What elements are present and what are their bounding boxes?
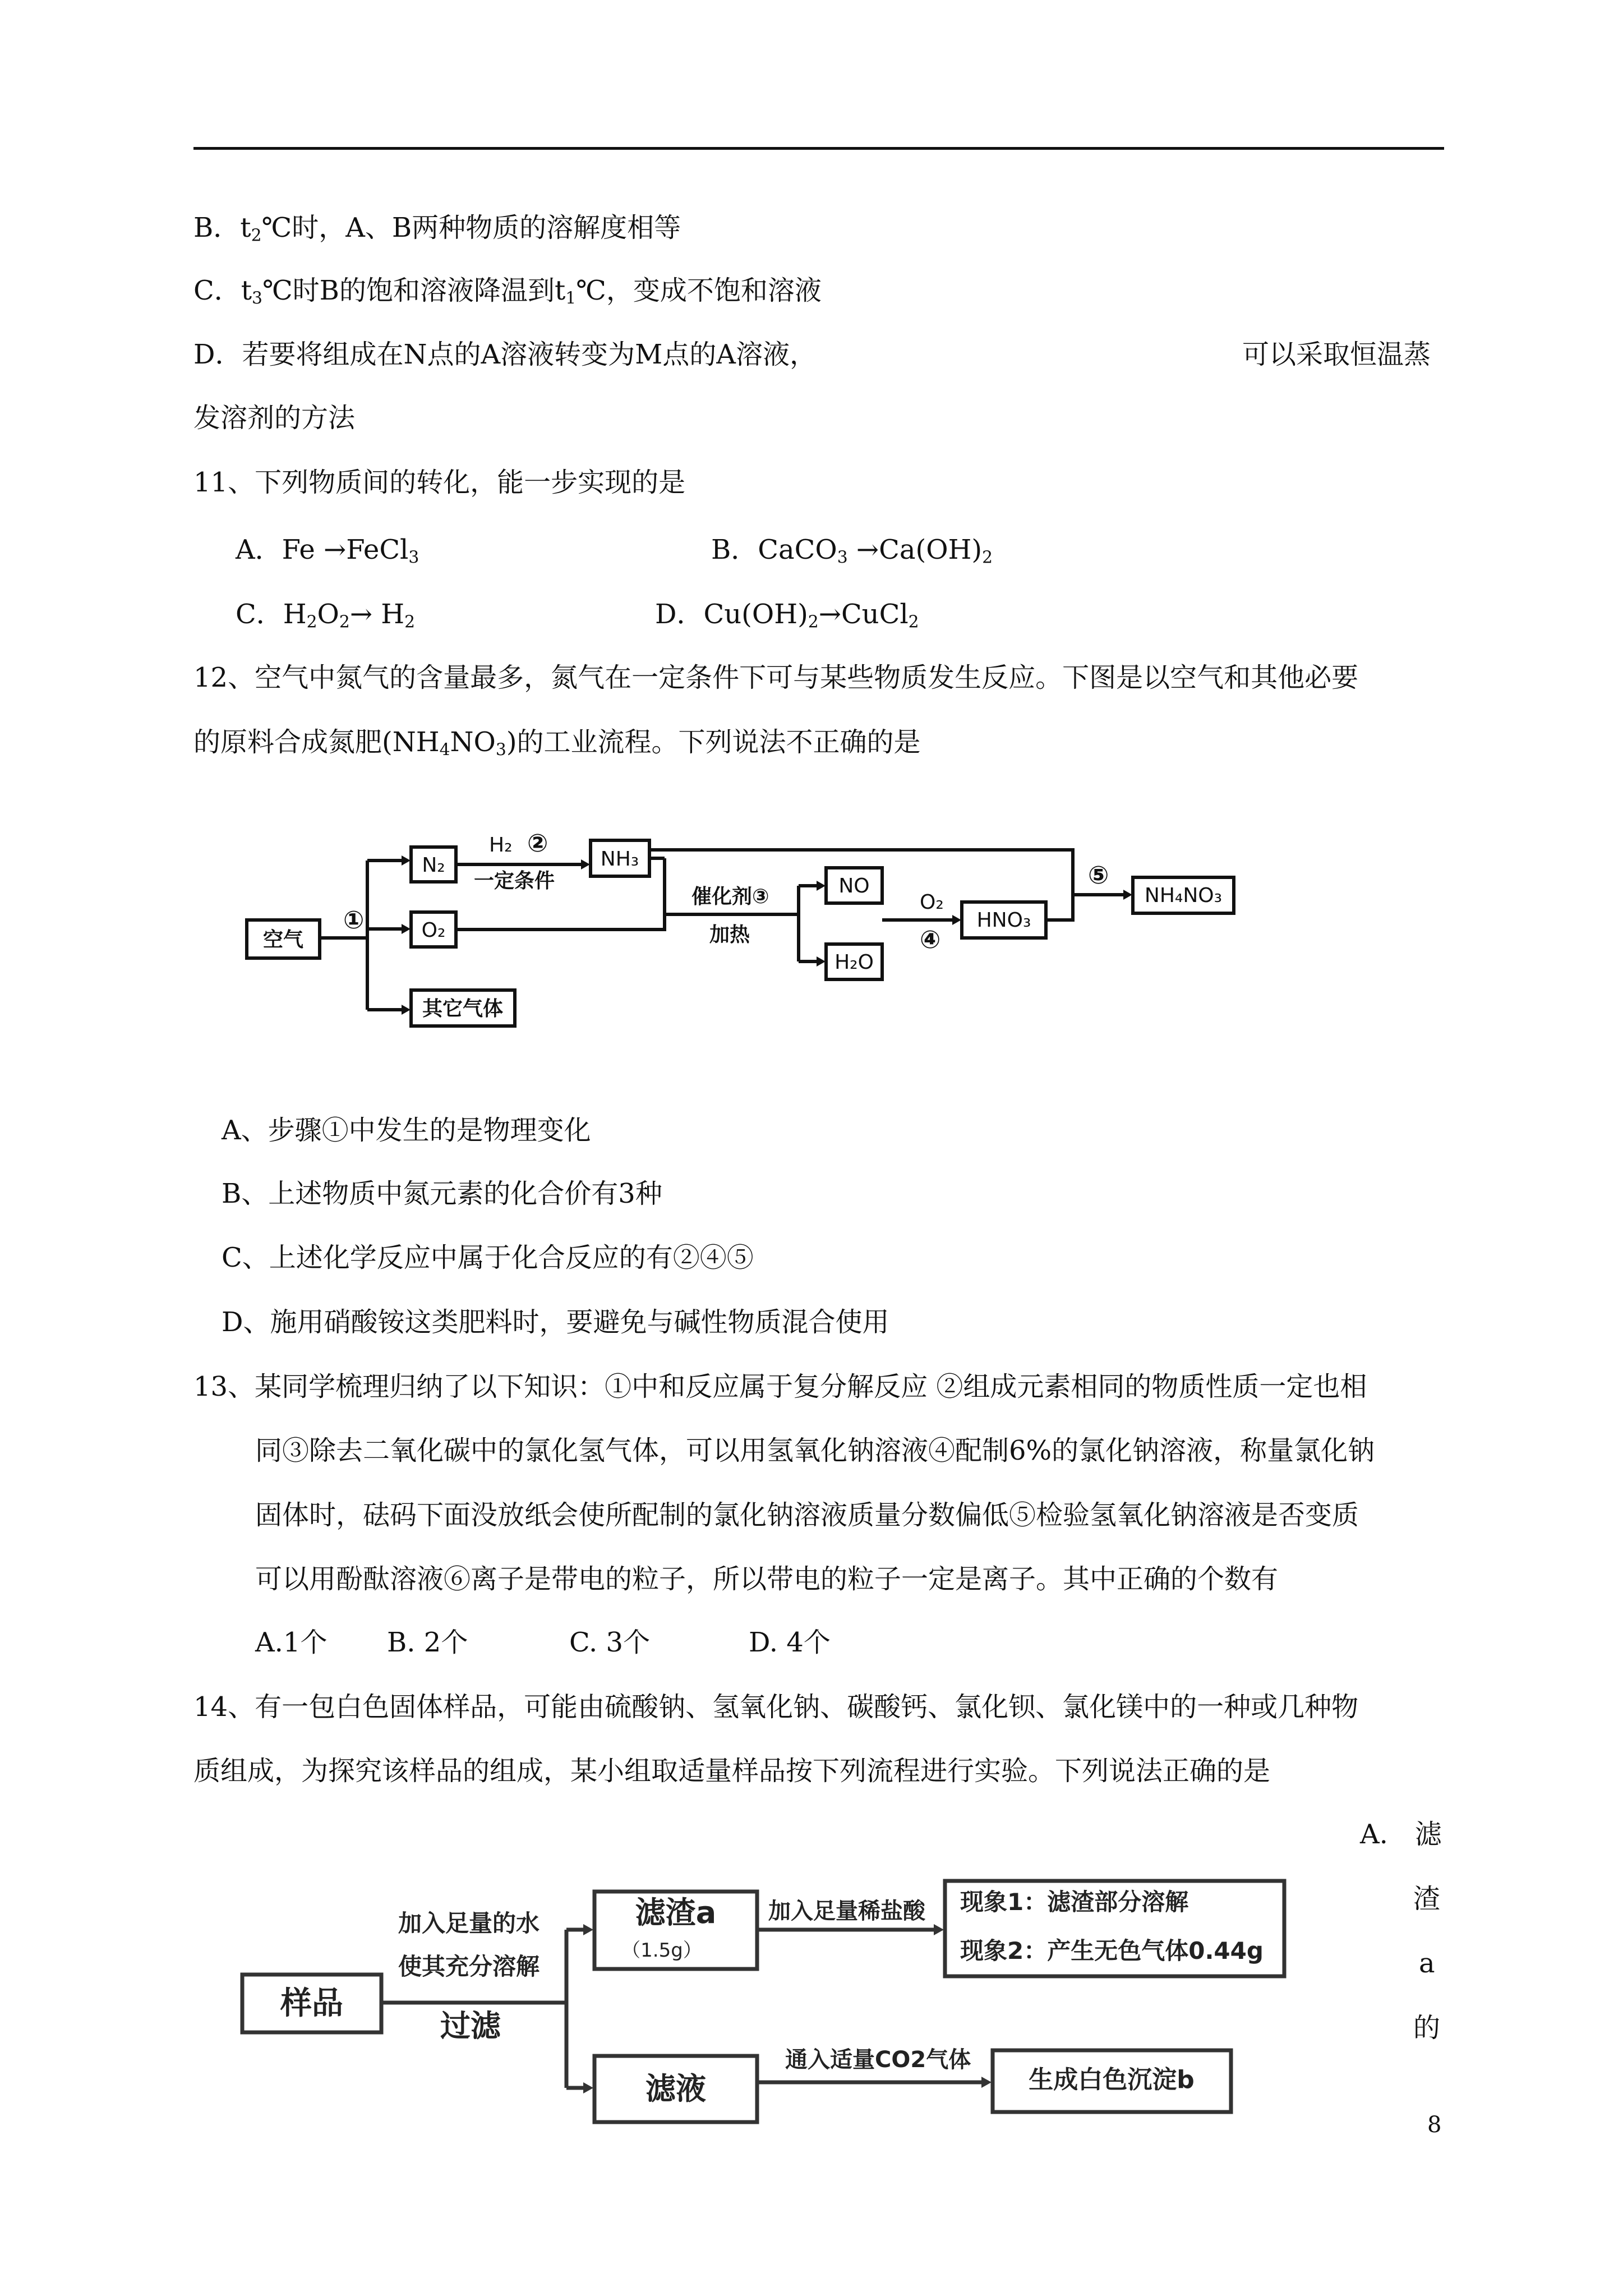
flow-residue-label: 滤渣a — [635, 1895, 717, 1930]
flow-h2-label: H₂ — [489, 834, 513, 857]
q12-option-a: A、步骤①中发生的是物理变化 — [222, 1115, 591, 1146]
flow-phenomenon-2: 现象2：产生无色气体0.44g — [960, 1937, 1264, 1964]
flow-catalyst-label: 催化剂③ — [691, 885, 769, 908]
flow-hno3-label: HNO₃ — [976, 909, 1031, 932]
flow-step5: ⑤ — [1088, 861, 1109, 890]
q14-side-text-4: 的 — [1413, 2012, 1441, 2044]
flow-nh4no3-label: NH₄NO₃ — [1144, 884, 1223, 907]
q10-option-c: C．$t_3℃$时B的饱和溶液降温到$t_1℃$，变成不饱和溶液 — [193, 275, 822, 309]
flow-add-co2: 通入适量CO2气体 — [785, 2047, 971, 2073]
q11-option-d: D．$Cu(OH)_2\to CuCl_2$ — [655, 599, 919, 632]
q12-stem-line1: 12、空气中氮气的含量最多，氮气在一定条件下可与某些物质发生反应。下图是以空气和其他必要 — [193, 662, 1359, 693]
flow-heat-label: 加热 — [709, 923, 750, 946]
q11-option-b: B．CaCO$_3$ $\to Ca(OH)_2$ — [711, 534, 993, 568]
q14-side-text-1: A. 滤 — [1360, 1819, 1442, 1850]
flow-o2-label: O₂ — [421, 919, 446, 942]
q12-option-c: C、上述化学反应中属于化合反应的有②④⑤ — [222, 1242, 754, 1273]
q13-option-d: D. 4个 — [749, 1627, 831, 1658]
q13-stem-line2: 同③除去二氧化碳中的氯化氢气体，可以用氢氧化钠溶液④配制6%的氯化钠溶液，称量氯化钠 — [255, 1435, 1375, 1466]
flow-filtrate-label: 滤液 — [645, 2071, 706, 2106]
q12-stem-line2: 的原料合成氮肥$(NH_4NO_3)$的工业流程。下列说法不正确的是 — [193, 726, 921, 760]
q10-option-b: B．$t_2℃$时，A、B两种物质的溶解度相等 — [193, 212, 681, 246]
q12-option-d: D、施用硝酸铵这类肥料时，要避免与碱性物质混合使用 — [222, 1306, 889, 1338]
flow-step1: ① — [343, 906, 365, 935]
flow-filter: 过滤 — [440, 2008, 501, 2044]
flow-n2-label: N₂ — [422, 854, 445, 877]
flow-air-label: 空气 — [262, 928, 304, 951]
q10-option-d-cont: 发溶剂的方法 — [193, 402, 356, 434]
q13-stem-line3: 固体时，砝码下面没放纸会使所配制的氯化钠溶液质量分数偏低⑤检验氢氧化钠溶液是否变质 — [255, 1499, 1359, 1531]
flow-sample-label: 样品 — [280, 1985, 343, 2022]
flow-residue-mass: （1.5g） — [621, 1939, 702, 1962]
flow-phenomenon-1: 现象1：滤渣部分溶解 — [960, 1888, 1189, 1916]
flow-condition-label: 一定条件 — [474, 869, 555, 892]
flow-o2b-label: O₂ — [920, 891, 944, 914]
q11-stem: 11、下列物质间的转化，能一步实现的是 — [193, 467, 686, 498]
flow-step4: ④ — [920, 926, 941, 954]
q11-option-c: C．$H_2O_2\to H_2$ — [236, 599, 416, 632]
q13-stem-line4: 可以用酚酞溶液⑥离子是带电的粒子，所以带电的粒子一定是离子。其中正确的个数有 — [255, 1563, 1279, 1595]
q13-option-b: B. 2个 — [387, 1627, 468, 1658]
page-number: 8 — [1427, 2112, 1442, 2138]
flow-other-label: 其它气体 — [422, 997, 504, 1020]
q10-option-d: D．若要将组成在N点的A溶液转变为M点的A溶液， — [193, 339, 817, 370]
flow-h2o-label: H₂O — [834, 951, 874, 974]
q14-side-text-3: a — [1419, 1948, 1435, 1979]
q13-option-a: A.1个 — [255, 1627, 328, 1658]
flow-add-hcl: 加入足量稀盐酸 — [768, 1898, 925, 1924]
flow-white-precipitate: 生成白色沉淀b — [1029, 2065, 1195, 2094]
q13-stem-line1: 13、某同学梳理归纳了以下知识：①中和反应属于复分解反应 ②组成元素相同的物质性质一定也相 — [193, 1371, 1367, 1402]
q14-side-text-2: 渣 — [1413, 1883, 1441, 1915]
flow-add-water: 加入足量的水 — [398, 1910, 540, 1937]
q14-stem-line2: 质组成，为探究该样品的组成，某小组取适量样品按下列流程进行实验。下列说法正确的是 — [193, 1755, 1271, 1787]
q14-stem-line1: 14、有一包白色固体样品，可能由硫酸钠、氢氧化钠、碳酸钙、氯化钡、氯化镁中的一种或几种物 — [193, 1691, 1359, 1723]
q13-option-c: C. 3个 — [569, 1627, 651, 1658]
flow-dissolve: 使其充分溶解 — [398, 1953, 540, 1980]
q12-option-b: B、上述物质中氮元素的化合价有3种 — [222, 1178, 662, 1209]
q11-option-a: A．Fe →FeCl$_3$ — [236, 534, 419, 568]
flow-step2: ② — [527, 829, 548, 858]
q10-option-d-right: 可以采取恒温蒸 — [1242, 339, 1431, 370]
flow-nh3-label: NH₃ — [600, 848, 639, 871]
flow-no-label: NO — [838, 875, 870, 898]
